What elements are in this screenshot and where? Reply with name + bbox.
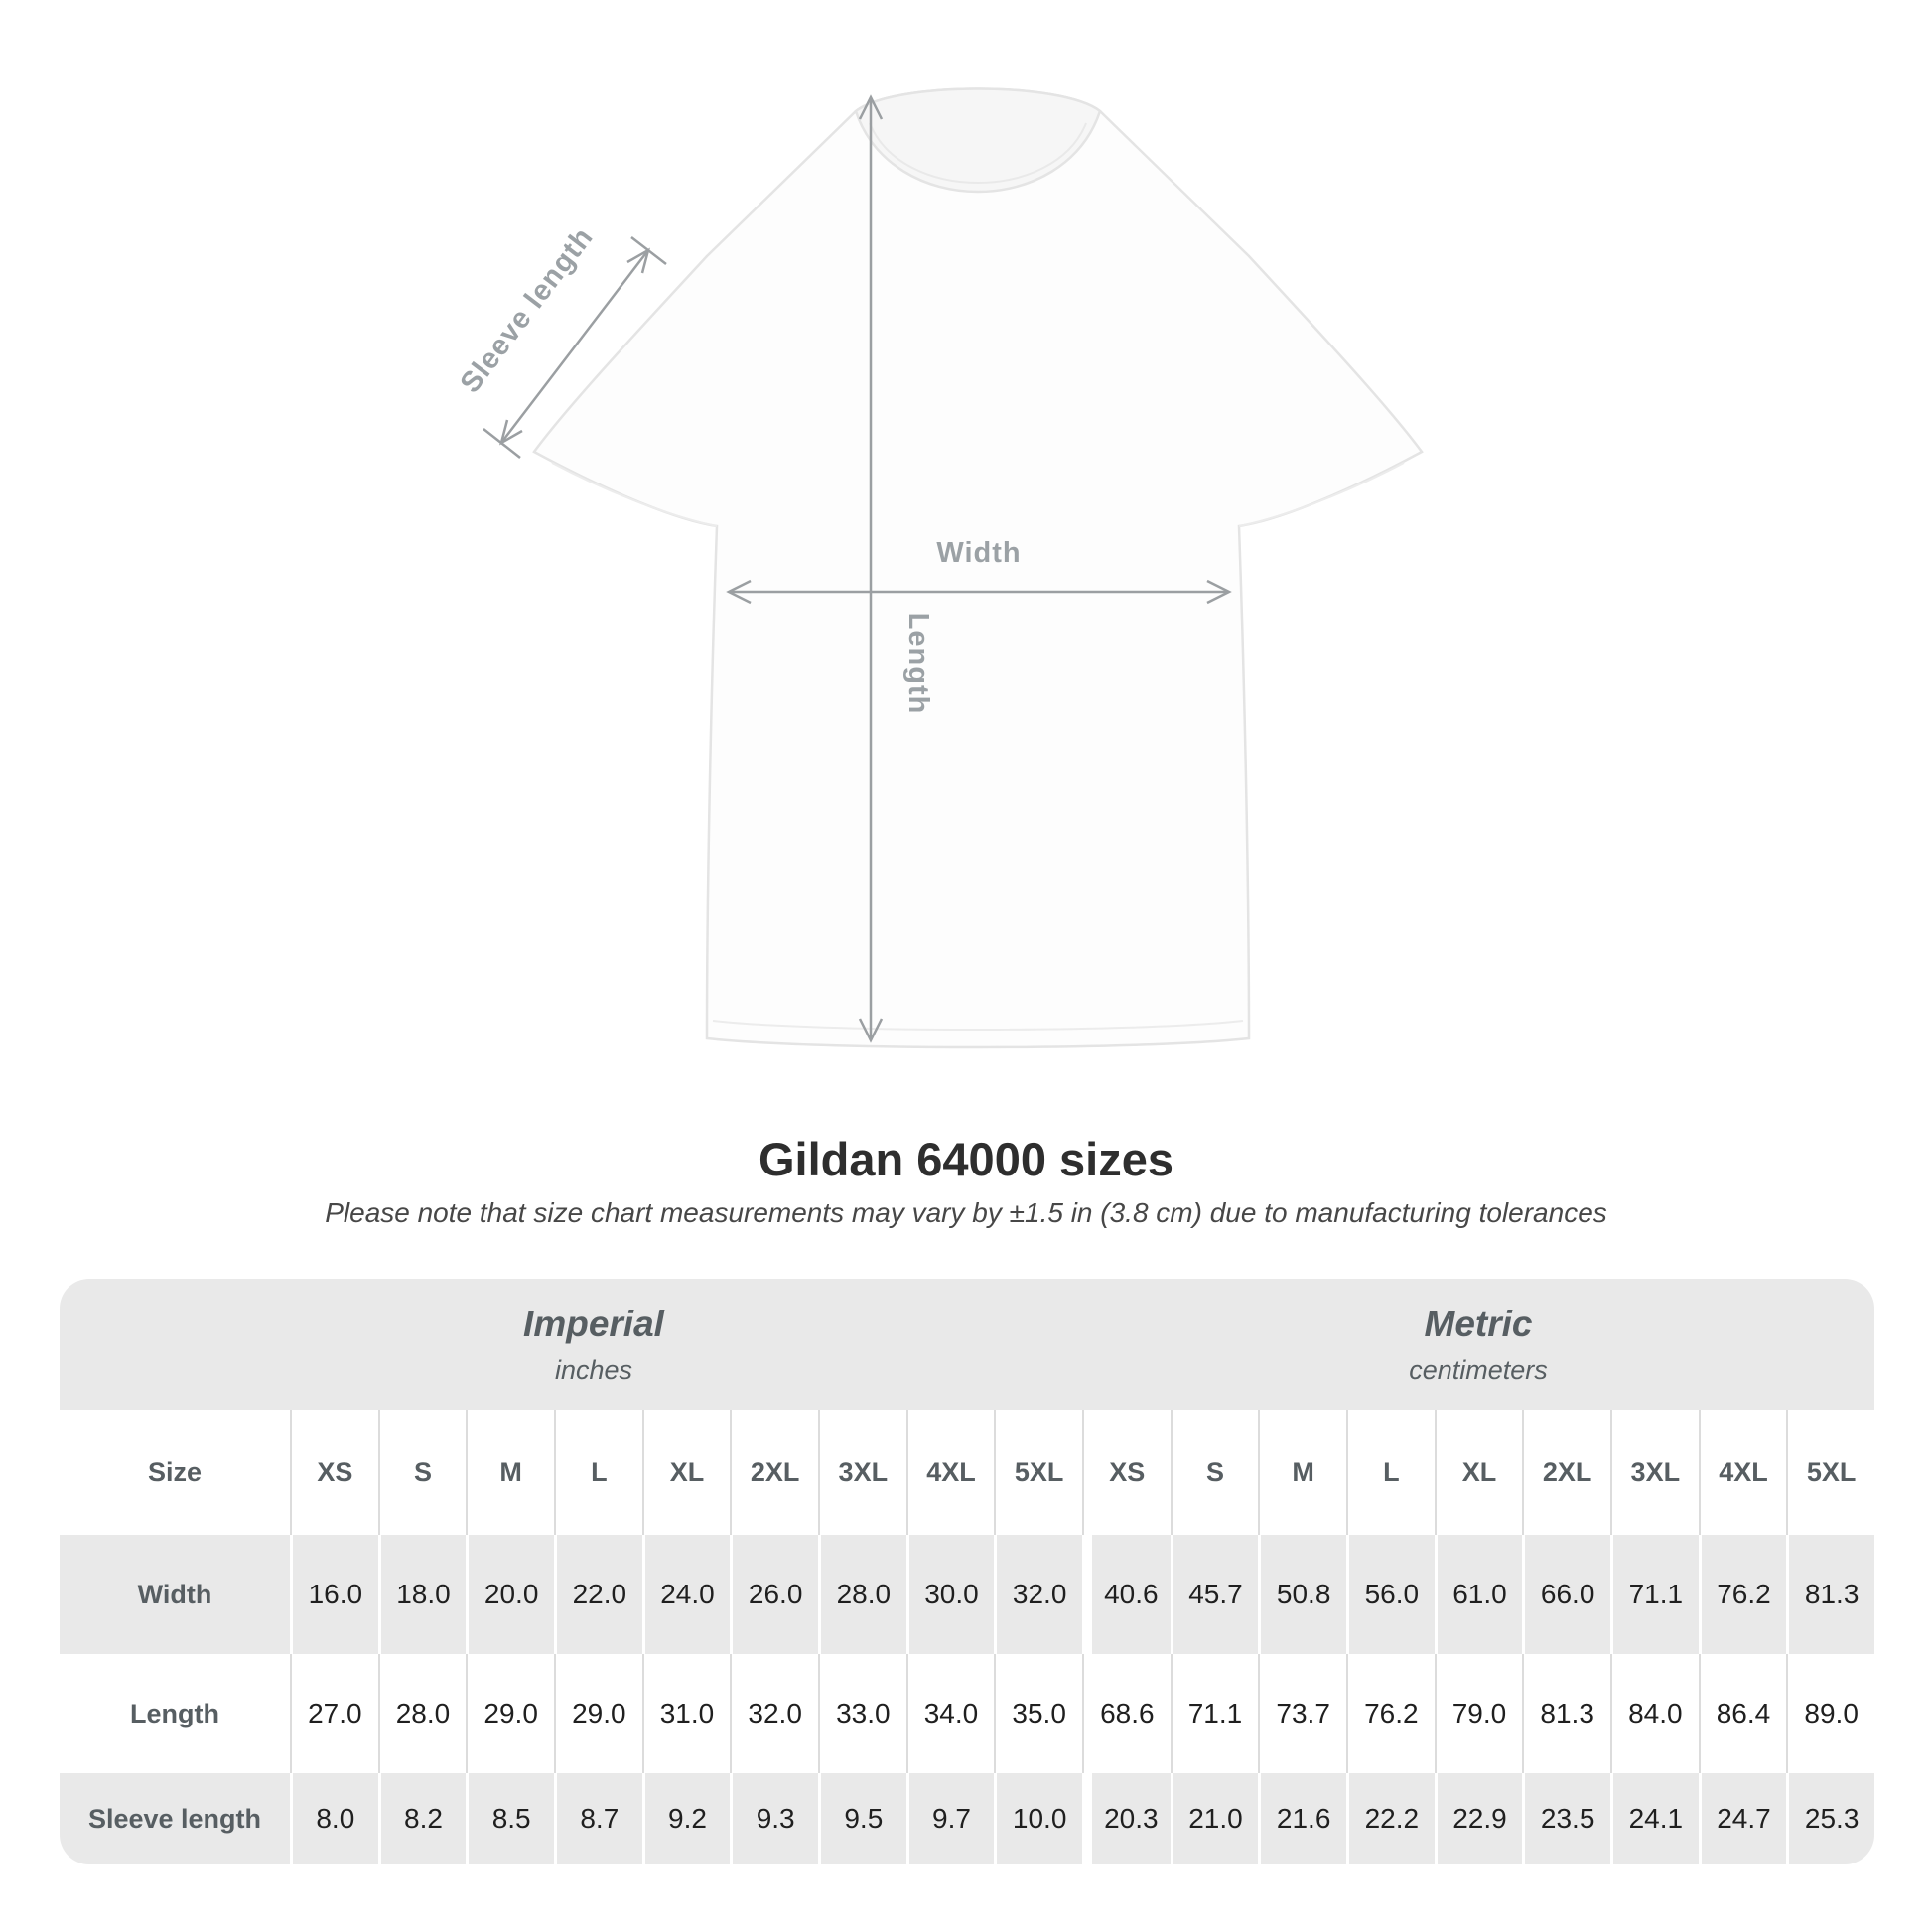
row-label: Width	[137, 1579, 212, 1609]
size-header-metric-3XL: 3XL	[1610, 1410, 1699, 1535]
row-label: Length	[130, 1698, 219, 1728]
value-cell: 18.0	[378, 1535, 467, 1654]
size-header-metric-XL: XL	[1435, 1410, 1523, 1535]
value-cell: 20.0	[466, 1535, 554, 1654]
unit-header-band	[60, 1279, 1874, 1410]
value-cell: 24.7	[1699, 1773, 1787, 1864]
value-cell: 40.6	[1082, 1535, 1171, 1654]
metric-label: Metric	[1424, 1303, 1533, 1344]
imperial-label: Imperial	[523, 1303, 664, 1344]
value-cell: 10.0	[994, 1773, 1082, 1864]
sleeve-length-label: Sleeve length	[454, 221, 601, 399]
size-header-metric-M: M	[1258, 1410, 1346, 1535]
value-cell: 28.0	[378, 1654, 467, 1773]
value-cell: 81.3	[1522, 1654, 1610, 1773]
value-cell: 20.3	[1082, 1773, 1171, 1864]
value-cell: 24.0	[642, 1535, 731, 1654]
size-header-metric-XS: XS	[1082, 1410, 1171, 1535]
value-cell: 33.0	[818, 1654, 906, 1773]
value-cell: 35.0	[994, 1654, 1082, 1773]
value-cell: 21.0	[1171, 1773, 1259, 1864]
length-label: Length	[902, 612, 934, 715]
value-cell: 16.0	[290, 1535, 378, 1654]
value-cell: 30.0	[906, 1535, 995, 1654]
value-cell: 68.6	[1082, 1654, 1171, 1773]
size-header-imperial-2XL: 2XL	[730, 1410, 818, 1535]
size-header-metric-4XL: 4XL	[1699, 1410, 1787, 1535]
metric-group-header	[1082, 1279, 1874, 1410]
value-cell: 32.0	[730, 1654, 818, 1773]
value-cell: 56.0	[1346, 1535, 1435, 1654]
value-cell: 8.5	[466, 1773, 554, 1864]
size-header-imperial-4XL: 4XL	[906, 1410, 995, 1535]
size-header-imperial-5XL: 5XL	[994, 1410, 1082, 1535]
value-cell: 9.7	[906, 1773, 995, 1864]
value-cell: 8.0	[290, 1773, 378, 1864]
value-cell: 9.2	[642, 1773, 731, 1864]
value-cell: 22.9	[1435, 1773, 1523, 1864]
value-cell: 76.2	[1346, 1654, 1435, 1773]
value-cell: 27.0	[290, 1654, 378, 1773]
imperial-unit-label: inches	[554, 1354, 633, 1385]
metric-unit-label: centimeters	[1409, 1354, 1548, 1385]
value-cell: 29.0	[554, 1654, 642, 1773]
value-cell: 32.0	[994, 1535, 1082, 1654]
value-cell: 81.3	[1786, 1535, 1874, 1654]
value-cell: 31.0	[642, 1654, 731, 1773]
tolerance-note: Please note that size chart measurements may vary by ±1.5 in (3.8 cm) due to manufacturing tolerances	[325, 1197, 1607, 1228]
value-cell: 71.1	[1171, 1654, 1259, 1773]
value-cell: 9.3	[730, 1773, 818, 1864]
value-cell: 34.0	[906, 1654, 995, 1773]
page-title: Gildan 64000 sizes	[758, 1133, 1174, 1185]
value-cell: 24.1	[1610, 1773, 1699, 1864]
size-header-metric-2XL: 2XL	[1522, 1410, 1610, 1535]
value-cell: 29.0	[466, 1654, 554, 1773]
sleeve-length-row	[60, 1773, 1874, 1864]
value-cell: 8.7	[554, 1773, 642, 1864]
imperial-group-header	[60, 1279, 1082, 1410]
size-column-header: Size	[147, 1456, 203, 1487]
length-row	[60, 1654, 1874, 1773]
value-cell: 61.0	[1435, 1535, 1523, 1654]
value-cell: 26.0	[730, 1535, 818, 1654]
size-header-imperial-S: S	[378, 1410, 467, 1535]
size-header-metric-5XL: 5XL	[1786, 1410, 1874, 1535]
size-header-metric-S: S	[1171, 1410, 1259, 1535]
size-header-imperial-M: M	[466, 1410, 554, 1535]
value-cell: 28.0	[818, 1535, 906, 1654]
value-cell: 45.7	[1171, 1535, 1259, 1654]
size-header-imperial-3XL: 3XL	[818, 1410, 906, 1535]
value-cell: 22.2	[1346, 1773, 1435, 1864]
value-cell: 8.2	[378, 1773, 467, 1864]
size-header-row	[60, 1410, 1874, 1535]
value-cell: 25.3	[1786, 1773, 1874, 1864]
value-cell: 9.5	[818, 1773, 906, 1864]
value-cell: 50.8	[1258, 1535, 1346, 1654]
value-cell: 21.6	[1258, 1773, 1346, 1864]
value-cell: 79.0	[1435, 1654, 1523, 1773]
value-cell: 76.2	[1699, 1535, 1787, 1654]
width-row	[60, 1535, 1874, 1654]
size-header-imperial-XL: XL	[642, 1410, 731, 1535]
value-cell: 23.5	[1522, 1773, 1610, 1864]
value-cell: 22.0	[554, 1535, 642, 1654]
size-header-imperial-XS: XS	[290, 1410, 378, 1535]
value-cell: 84.0	[1610, 1654, 1699, 1773]
size-header-imperial-L: L	[554, 1410, 642, 1535]
width-label: Width	[936, 537, 1022, 569]
value-cell: 86.4	[1699, 1654, 1787, 1773]
value-cell: 73.7	[1258, 1654, 1346, 1773]
row-label: Sleeve length	[87, 1803, 262, 1834]
value-cell: 66.0	[1522, 1535, 1610, 1654]
value-cell: 71.1	[1610, 1535, 1699, 1654]
size-chart-table	[60, 1279, 1874, 1864]
size-header-metric-L: L	[1346, 1410, 1435, 1535]
value-cell: 89.0	[1786, 1654, 1874, 1773]
